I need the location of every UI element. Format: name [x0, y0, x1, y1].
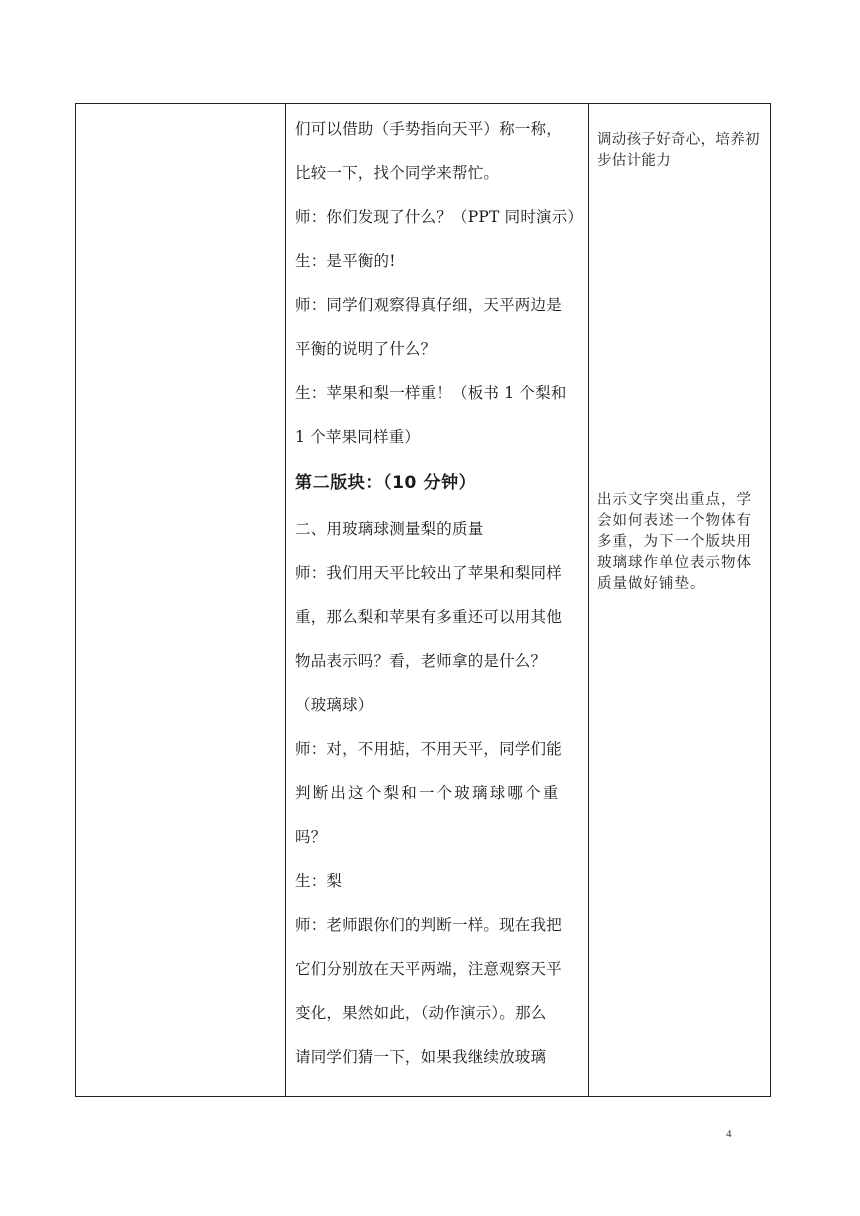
process-line: 师：对，不用掂，不用天平，同学们能 — [295, 740, 562, 758]
section-heading: 第二版块：（10 分钟） — [295, 473, 477, 493]
process-line: 平衡的说明了什么？ — [295, 340, 437, 358]
process-line: 判断出这个梨和一个玻璃球哪个重 — [295, 784, 561, 802]
process-line: 变化，果然如此，（动作演示）。那么 — [295, 1004, 547, 1022]
process-line: 请同学们猜一下，如果我继续放玻璃 — [295, 1048, 547, 1066]
process-line: 二、用玻璃球测量梨的质量 — [295, 520, 484, 538]
process-line: （玻璃球） — [295, 696, 374, 714]
process-line: 师：你们发现了什么？（PPT 同时演示） — [295, 208, 584, 226]
process-line: 比较一下，找个同学来帮忙。 — [295, 164, 500, 182]
table-row — [76, 104, 771, 1097]
process-line: 物品表示吗？看，老师拿的是什么？ — [295, 652, 547, 670]
design-intent-text — [589, 104, 770, 1094]
page-number: 4 — [726, 1128, 732, 1140]
process-line: 生：苹果和梨一样重！（板书 1 个梨和 — [295, 384, 567, 402]
process-line: 师：我们用天平比较出了苹果和梨同样 — [295, 564, 562, 582]
design-intent-cell — [589, 104, 771, 1097]
process-line: 师：老师跟你们的判断一样。现在我把 — [295, 916, 562, 934]
teaching-process-text — [286, 104, 588, 1086]
process-line: 师：同学们观察得真仔细，天平两边是 — [295, 296, 562, 314]
process-line: 生：梨 — [295, 872, 343, 890]
left-column-cell — [76, 104, 286, 1097]
process-line: 重，那么梨和苹果有多重还可以用其他 — [295, 608, 562, 626]
process-line: 它们分别放在天平两端，注意观察天平 — [295, 960, 562, 978]
process-line: 1 个苹果同样重） — [295, 428, 421, 446]
teaching-process-cell — [286, 104, 589, 1097]
process-line: 吗？ — [295, 828, 327, 846]
design-note: 调动孩子好奇心，培养初步估计能力 — [597, 132, 760, 169]
process-line: 们可以借助（手势指向天平）称一称， — [295, 120, 562, 138]
lesson-plan-table — [75, 103, 771, 1097]
design-note: 出示文字突出重点，学会如何表述一个物体有多重，为下一个版块用玻璃球作单位表示物体质量做好铺垫。 — [597, 492, 752, 592]
process-line: 生：是平衡的! — [295, 252, 396, 270]
